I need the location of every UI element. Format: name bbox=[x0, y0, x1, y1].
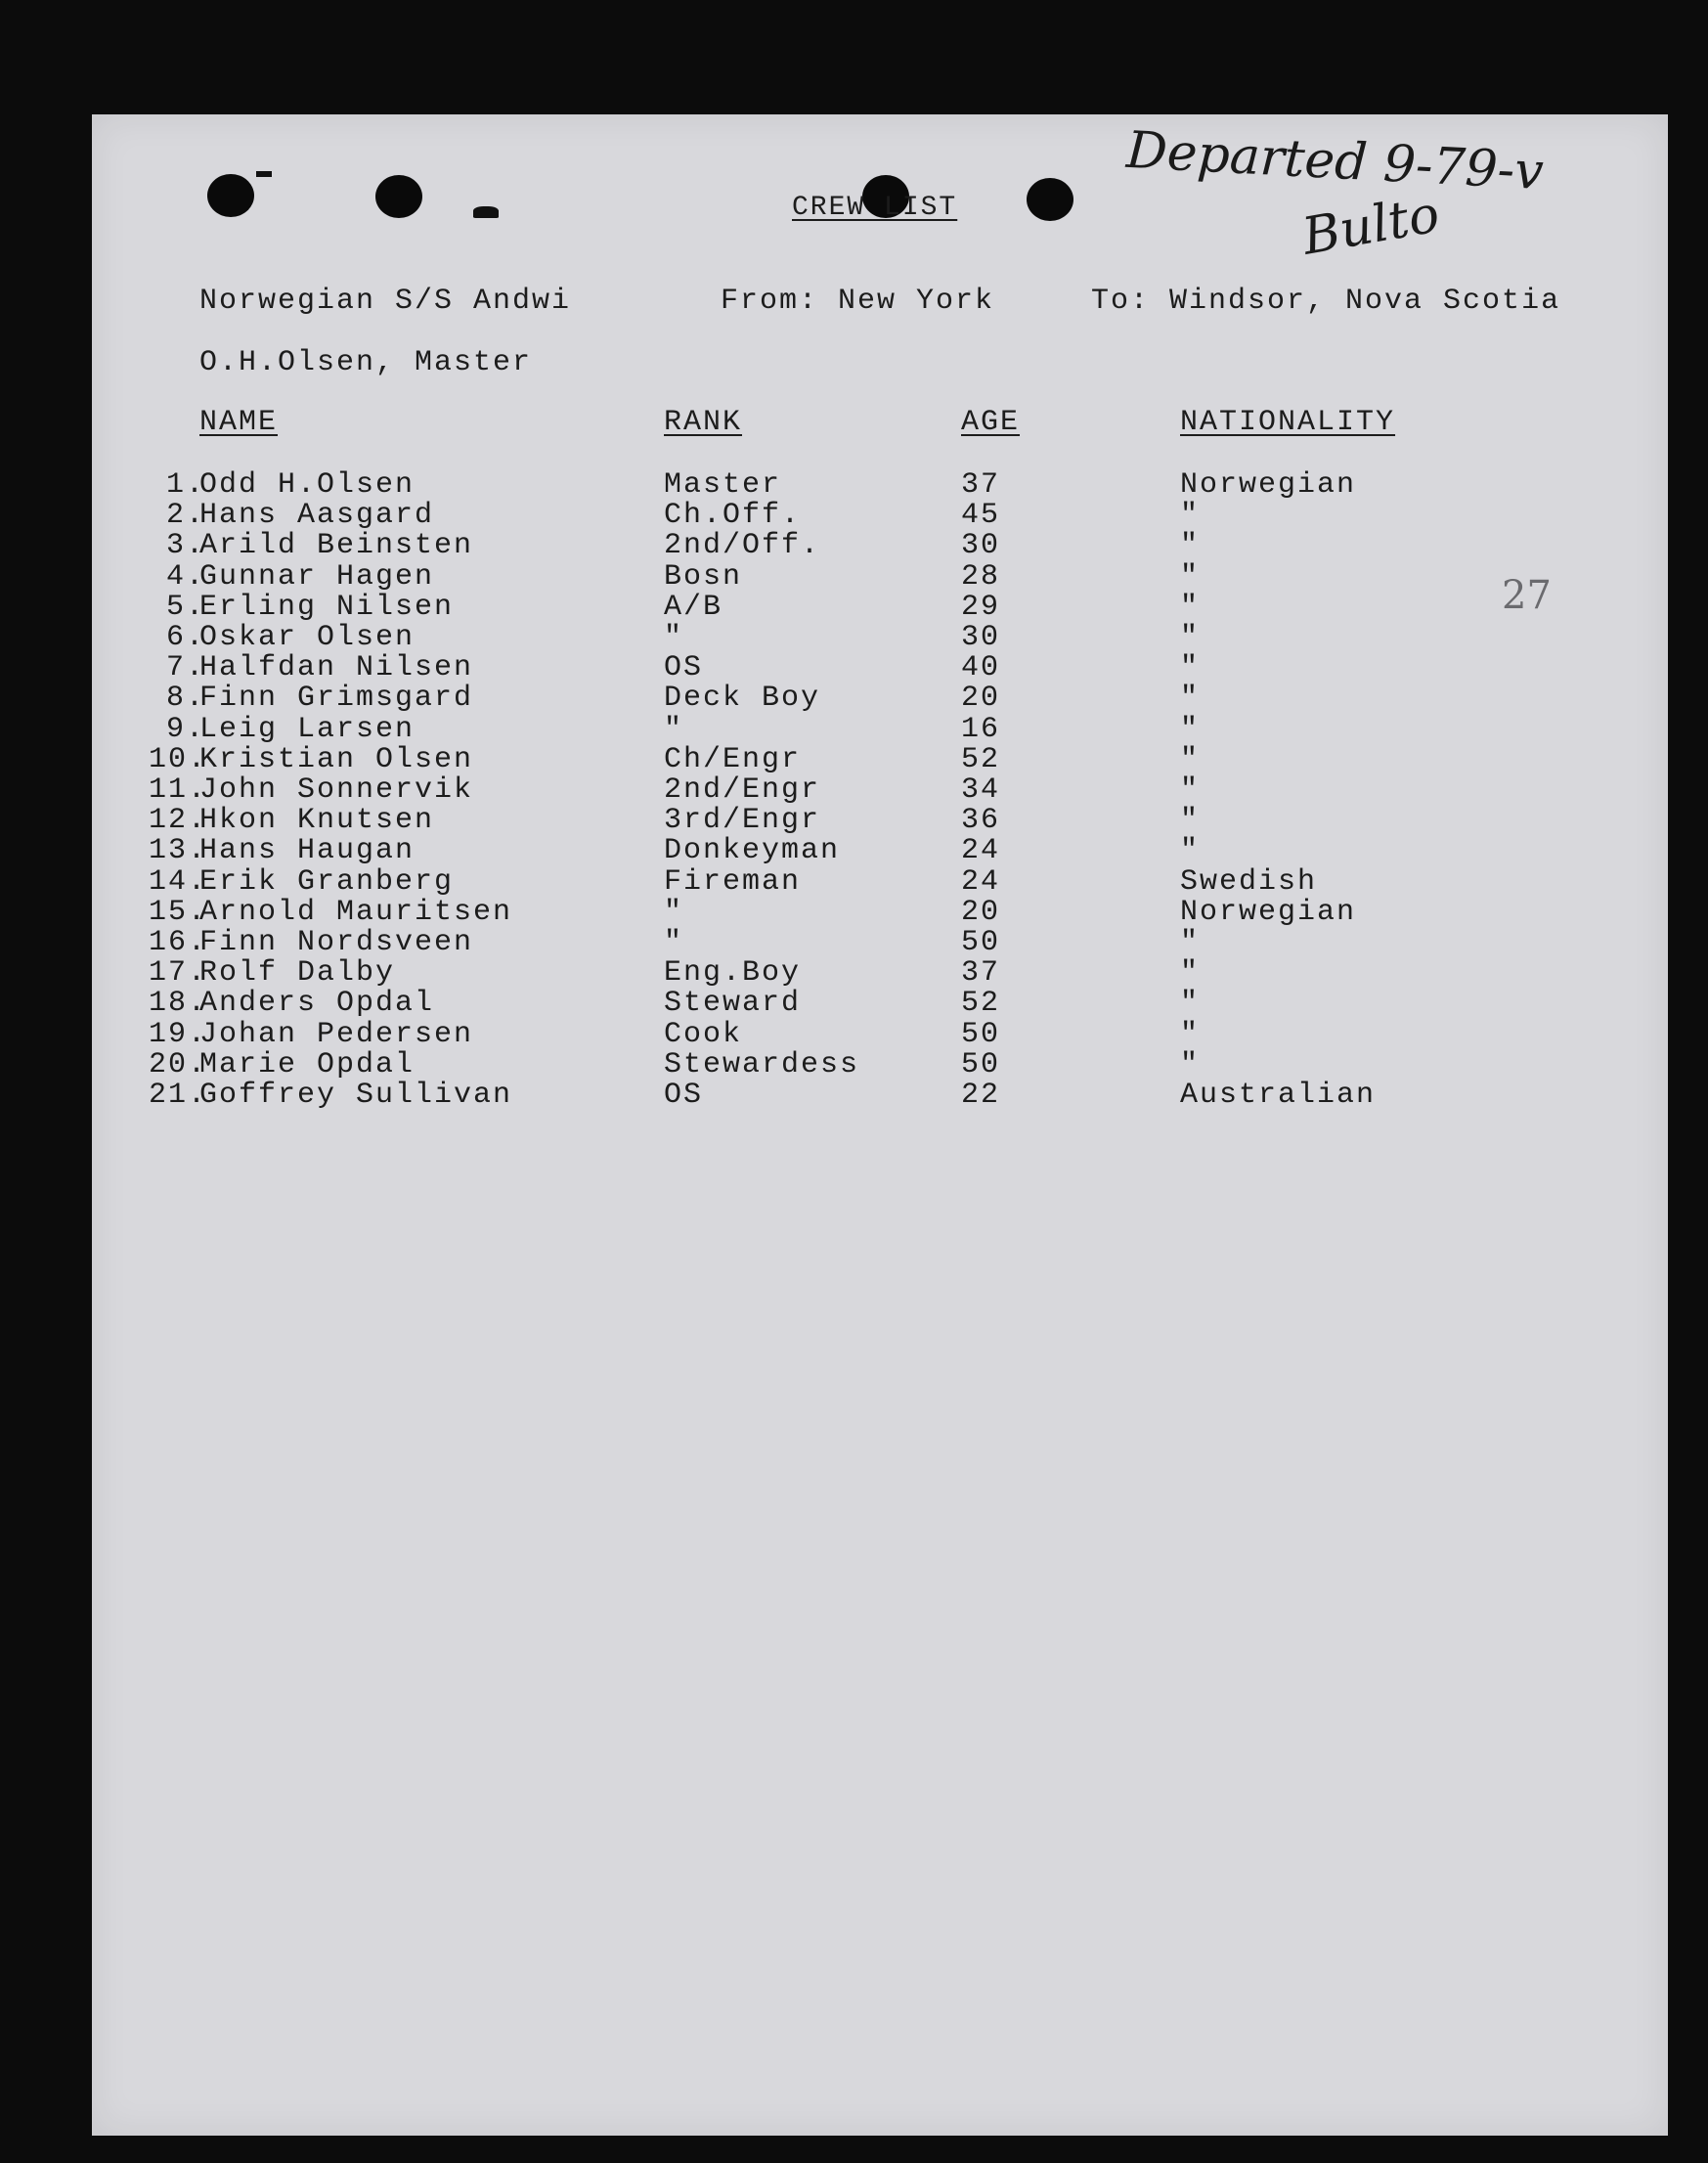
crew-name: Goffrey Sullivan bbox=[199, 1079, 513, 1112]
crew-nationality: " bbox=[1180, 926, 1201, 959]
row-number: 15. bbox=[149, 895, 208, 929]
crew-name: Odd H.Olsen bbox=[199, 468, 416, 502]
crew-age: 28 bbox=[961, 559, 1001, 594]
crew-age: 52 bbox=[961, 742, 1001, 776]
crew-name: Hkon Knutsen bbox=[199, 804, 435, 838]
row-number: 13. bbox=[149, 834, 208, 868]
crew-nationality: " bbox=[1180, 956, 1201, 991]
punch-hole bbox=[375, 175, 422, 218]
crew-rank: " bbox=[664, 926, 684, 959]
table-row bbox=[92, 895, 1656, 929]
table-row bbox=[92, 529, 1656, 563]
crew-nationality: " bbox=[1180, 1017, 1201, 1051]
crew-name: Rolf Dalby bbox=[199, 956, 396, 991]
crew-nationality: " bbox=[1180, 987, 1201, 1021]
table-row bbox=[92, 651, 1656, 685]
crew-name: Arnold Mauritsen bbox=[199, 895, 513, 929]
row-number: 9. bbox=[165, 712, 205, 746]
crew-nationality: " bbox=[1180, 834, 1201, 868]
crew-nationality: " bbox=[1180, 1047, 1201, 1082]
crew-age: 37 bbox=[961, 956, 1001, 991]
crew-age: 50 bbox=[961, 1047, 1001, 1082]
handwritten-note: Departed 9-79-v bbox=[1124, 120, 1546, 202]
crew-rank: Donkeyman bbox=[664, 834, 841, 868]
row-number: 6. bbox=[165, 621, 205, 654]
crew-nationality: " bbox=[1180, 773, 1201, 807]
column-header-age: AGE bbox=[961, 406, 1021, 439]
table-row bbox=[92, 956, 1656, 991]
crew-age: 37 bbox=[961, 468, 1001, 502]
crew-nationality: " bbox=[1180, 621, 1201, 654]
crew-age: 30 bbox=[961, 529, 1001, 563]
row-number: 18. bbox=[149, 987, 208, 1021]
row-number: 17. bbox=[149, 956, 208, 991]
destination-port: To: Windsor, Nova Scotia bbox=[1091, 285, 1561, 318]
crew-name: Finn Nordsveen bbox=[199, 926, 474, 959]
crew-age: 16 bbox=[961, 712, 1001, 746]
crew-name: Erik Granberg bbox=[199, 864, 455, 899]
table-row bbox=[92, 590, 1656, 624]
row-number: 20. bbox=[149, 1047, 208, 1082]
crew-name: Erling Nilsen bbox=[199, 590, 455, 624]
row-number: 8. bbox=[165, 682, 205, 716]
table-row bbox=[92, 864, 1656, 899]
crew-rank: " bbox=[664, 621, 684, 654]
table-row bbox=[92, 468, 1656, 502]
handwritten-note: Bulto bbox=[1297, 185, 1444, 267]
crew-name: Finn Grimsgard bbox=[199, 682, 474, 716]
crew-name: Arild Beinsten bbox=[199, 529, 474, 563]
crew-nationality: " bbox=[1180, 682, 1201, 716]
crew-nationality: " bbox=[1180, 529, 1201, 563]
crew-rank: " bbox=[664, 895, 684, 929]
crew-age: 34 bbox=[961, 773, 1001, 807]
crew-name: Hans Haugan bbox=[199, 834, 416, 868]
row-number: 12. bbox=[149, 804, 208, 838]
crew-rank: Master bbox=[664, 468, 782, 502]
crew-nationality: " bbox=[1180, 804, 1201, 838]
crew-age: 30 bbox=[961, 621, 1001, 654]
crew-age: 45 bbox=[961, 499, 1001, 533]
crew-rank: Ch/Engr bbox=[664, 742, 802, 776]
column-header-nationality: NATIONALITY bbox=[1180, 406, 1396, 439]
crew-name: John Sonnervik bbox=[199, 773, 474, 807]
crew-name: Oskar Olsen bbox=[199, 621, 416, 654]
crew-rank: " bbox=[664, 712, 684, 746]
crew-nationality: Australian bbox=[1180, 1079, 1377, 1112]
row-number: 19. bbox=[149, 1017, 208, 1051]
crew-age: 52 bbox=[961, 987, 1001, 1021]
crew-age: 50 bbox=[961, 926, 1001, 959]
row-number: 11. bbox=[149, 773, 208, 807]
crew-nationality: Norwegian bbox=[1180, 468, 1357, 502]
row-number: 14. bbox=[149, 864, 208, 899]
crew-age: 50 bbox=[961, 1017, 1001, 1051]
table-row bbox=[92, 621, 1656, 654]
crew-age: 20 bbox=[961, 895, 1001, 929]
table-row bbox=[92, 712, 1656, 746]
crew-age: 40 bbox=[961, 651, 1001, 685]
crew-name: Johan Pedersen bbox=[199, 1017, 474, 1051]
crew-rank: Deck Boy bbox=[664, 682, 821, 716]
document-page bbox=[92, 114, 1668, 2136]
crew-nationality: " bbox=[1180, 651, 1201, 685]
table-row bbox=[92, 499, 1656, 533]
crew-rank: OS bbox=[664, 1079, 704, 1112]
table-row bbox=[92, 773, 1656, 807]
vessel-name: Norwegian S/S Andwi bbox=[199, 285, 572, 318]
row-number: 10. bbox=[149, 742, 208, 776]
crew-rank: Cook bbox=[664, 1017, 743, 1051]
row-number: 5. bbox=[165, 590, 205, 624]
crew-rank: Steward bbox=[664, 987, 802, 1021]
punch-hole bbox=[1027, 178, 1073, 221]
crew-rank: Ch.Off. bbox=[664, 499, 802, 533]
crew-name: Kristian Olsen bbox=[199, 742, 474, 776]
crew-age: 24 bbox=[961, 834, 1001, 868]
crew-nationality: Norwegian bbox=[1180, 895, 1357, 929]
crew-rank: Fireman bbox=[664, 864, 802, 899]
page-number: 27 bbox=[1502, 573, 1552, 618]
crew-name: Gunnar Hagen bbox=[199, 559, 435, 594]
crew-name: Marie Opdal bbox=[199, 1047, 416, 1082]
crew-nationality: " bbox=[1180, 712, 1201, 746]
crew-age: 22 bbox=[961, 1079, 1001, 1112]
table-row bbox=[92, 804, 1656, 838]
crew-rank: A/B bbox=[664, 590, 723, 624]
table-row bbox=[92, 742, 1656, 776]
departure-port: From: New York bbox=[721, 285, 995, 318]
crew-age: 20 bbox=[961, 682, 1001, 716]
row-number: 1. bbox=[165, 468, 205, 502]
crew-rank: 2nd/Engr bbox=[664, 773, 821, 807]
crew-nationality: " bbox=[1180, 590, 1201, 624]
crew-rank: Bosn bbox=[664, 559, 743, 594]
column-header-rank: RANK bbox=[664, 406, 743, 439]
ink-mark bbox=[473, 206, 499, 218]
crew-age: 29 bbox=[961, 590, 1001, 624]
crew-age: 36 bbox=[961, 804, 1001, 838]
table-row bbox=[92, 1079, 1656, 1112]
row-number: 3. bbox=[165, 529, 205, 563]
crew-rank: 2nd/Off. bbox=[664, 529, 821, 563]
table-row bbox=[92, 559, 1656, 594]
crew-nationality: " bbox=[1180, 742, 1201, 776]
table-row bbox=[92, 926, 1656, 959]
punch-hole bbox=[207, 174, 254, 217]
table-row bbox=[92, 1047, 1656, 1082]
row-number: 16. bbox=[149, 926, 208, 959]
crew-name: Hans Aasgard bbox=[199, 499, 435, 533]
crew-age: 24 bbox=[961, 864, 1001, 899]
crew-rank: OS bbox=[664, 651, 704, 685]
row-number: 7. bbox=[165, 651, 205, 685]
table-row bbox=[92, 1017, 1656, 1051]
crew-nationality: " bbox=[1180, 559, 1201, 594]
table-row bbox=[92, 682, 1656, 716]
ink-mark bbox=[256, 171, 272, 177]
crew-name: Halfdan Nilsen bbox=[199, 651, 474, 685]
crew-name: Anders Opdal bbox=[199, 987, 435, 1021]
column-header-name: NAME bbox=[199, 406, 279, 439]
table-row bbox=[92, 987, 1656, 1021]
crew-nationality: " bbox=[1180, 499, 1201, 533]
row-number: 21. bbox=[149, 1079, 208, 1112]
row-number: 2. bbox=[165, 499, 205, 533]
crew-rank: Eng.Boy bbox=[664, 956, 802, 991]
document-title: CREW LIST bbox=[792, 193, 958, 223]
crew-rank: Stewardess bbox=[664, 1047, 860, 1082]
row-number: 4. bbox=[165, 559, 205, 594]
crew-nationality: Swedish bbox=[1180, 864, 1318, 899]
master-name: O.H.Olsen, Master bbox=[199, 346, 533, 379]
crew-rank: 3rd/Engr bbox=[664, 804, 821, 838]
crew-name: Leig Larsen bbox=[199, 712, 416, 746]
table-row bbox=[92, 834, 1656, 868]
